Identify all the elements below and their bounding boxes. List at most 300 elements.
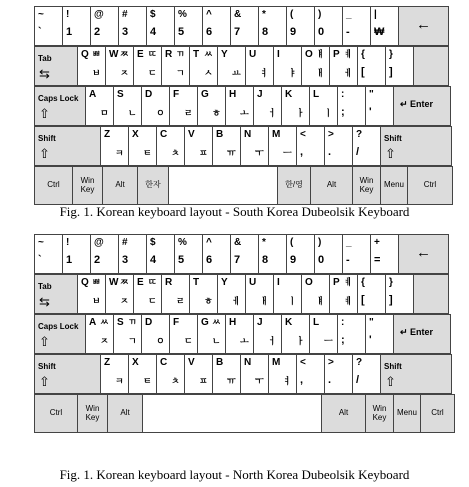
modifier-symbol-icon: ⇧: [39, 334, 50, 349]
key-shift-char: P: [333, 277, 340, 288]
key-shift-char: !: [66, 237, 70, 248]
key: [212, 126, 241, 166]
key: [281, 314, 310, 354]
home-row: [34, 86, 462, 126]
key-hangul-shift: ㅃ: [92, 277, 101, 287]
key-shift-char: @: [94, 9, 104, 20]
key-shift-char: B: [216, 357, 224, 368]
key-shift-char: ": [369, 317, 374, 328]
key-hangul-shift: ㅖ: [344, 49, 353, 59]
key-hangul: ㅁ: [100, 108, 109, 118]
key-hangul: ㅊ: [171, 148, 180, 158]
modifier-key: [77, 394, 108, 433]
key-shift-char: J: [257, 89, 263, 100]
top-letter-row: [34, 274, 462, 314]
modifier-key: [393, 394, 421, 433]
key: [352, 126, 381, 166]
key-shift-char: (: [290, 9, 294, 20]
key: [296, 354, 325, 394]
key-hangul: ㅡ: [283, 148, 292, 158]
key-shift-char: &: [234, 9, 242, 20]
key-base-char: 5: [178, 254, 185, 266]
key-shift-char: W: [109, 277, 119, 288]
key-base-char: 3: [122, 26, 129, 38]
key-shift-char: A: [89, 89, 97, 100]
key-hangul: ㅓ: [268, 108, 277, 118]
key-shift-char: P: [333, 49, 340, 60]
key-shift-char: <: [300, 129, 306, 140]
key-base-char: 9: [290, 26, 297, 38]
key-hangul: ㅇ: [156, 108, 165, 118]
key-hangul: ㅠ: [227, 376, 236, 386]
modifier-label: Ctrl: [431, 408, 444, 417]
key-shift-char: D: [145, 89, 153, 100]
key-shift-char: }: [389, 277, 393, 288]
modifier-label: Caps Lock: [38, 322, 79, 331]
modifier-label: Caps Lock: [38, 94, 79, 103]
key: [161, 274, 190, 314]
key-hangul-shift: ㄲ: [176, 49, 185, 59]
key-base-char: 6: [206, 254, 213, 266]
enter-key: [393, 86, 451, 126]
key-shift-char: X: [132, 357, 139, 368]
modifier-row: [34, 166, 462, 205]
modifier-label: Menu: [396, 408, 417, 417]
key: [281, 86, 310, 126]
key-hangul: ㅜ: [255, 376, 264, 386]
key-hangul: ㅅ: [204, 68, 213, 78]
key: [296, 126, 325, 166]
modifier-key: [365, 394, 394, 433]
key-hangul: ㅒ: [316, 296, 325, 306]
key-hangul: ㅜ: [255, 148, 264, 158]
key: [370, 234, 399, 274]
backspace-key: [398, 6, 449, 46]
modifier-label: Ctrl: [423, 180, 437, 189]
key-shift-char: ^: [206, 9, 212, 20]
key: [156, 354, 185, 394]
key-shift-char: $: [150, 237, 156, 248]
key-base-char: 1: [66, 254, 73, 266]
key-base-char: 7: [234, 26, 241, 38]
key: [225, 86, 254, 126]
key: [212, 354, 241, 394]
key-hangul: ㅗ: [240, 108, 249, 118]
key: [240, 354, 269, 394]
backspace-arrow-icon: ←: [416, 16, 431, 33]
space-bar: [168, 166, 278, 205]
key: [118, 234, 147, 274]
key-shift-char: K: [285, 317, 293, 328]
key-shift-char: G: [201, 317, 209, 328]
space-bar: [142, 394, 322, 433]
key: [146, 234, 175, 274]
key: [105, 46, 134, 86]
key-base-char: =: [374, 254, 381, 266]
key-hangul: ㅐ: [260, 296, 269, 306]
key: [141, 86, 170, 126]
key-base-char: 0: [318, 26, 325, 38]
modifier-label: Alt: [326, 180, 337, 189]
number-row: [34, 6, 462, 46]
key-hangul: ㅈ: [120, 68, 129, 78]
key-hangul: ㅡ: [324, 336, 333, 346]
key: [100, 354, 129, 394]
key: [286, 234, 315, 274]
key-shift-char: ": [369, 89, 374, 100]
key-shift-char: N: [244, 129, 252, 140]
caption-north-korea: Fig. 1. Korean keyboard layout - North Korea Dubeolsik Keyboard: [59, 467, 410, 482]
key: [62, 234, 91, 274]
modifier-label: Ctrl: [47, 180, 60, 189]
key-shift-char: :: [341, 89, 345, 100]
key: [202, 6, 231, 46]
key-shift-char: E: [137, 277, 144, 288]
key: [90, 6, 119, 46]
key-base-char: 8: [262, 26, 269, 38]
key: [337, 86, 366, 126]
backspace-arrow-icon: ←: [416, 244, 431, 261]
key-hangul: ㄴ: [212, 336, 221, 346]
key-shift-char: T: [193, 49, 200, 60]
key-hangul: ㄹ: [176, 296, 185, 306]
key-hangul: ㅂ: [92, 296, 101, 306]
key-hangul: ㅊ: [171, 376, 180, 386]
key-shift-char: Z: [104, 357, 111, 368]
key-hangul: ㅏ: [296, 336, 305, 346]
key: [174, 234, 203, 274]
home-row: [34, 314, 462, 354]
key-shift-char: Q: [81, 49, 89, 60]
key-hangul-shift: ㅖ: [344, 277, 353, 287]
key: [370, 6, 399, 46]
key-base-char: .: [328, 374, 332, 386]
key-base-char: 3: [122, 254, 129, 266]
key: [230, 6, 259, 46]
modifier-label: Alt: [120, 408, 130, 417]
key: [169, 86, 198, 126]
key-shift-char: >: [328, 129, 334, 140]
key: [225, 314, 254, 354]
key: [253, 86, 282, 126]
key: [77, 46, 106, 86]
modifier-key-tab: [34, 46, 78, 86]
key-base-char: ;: [341, 106, 345, 118]
key: [258, 6, 287, 46]
modifier-key-shift: [34, 126, 101, 166]
key-base-char: 4: [150, 26, 157, 38]
key-shift-char: ?: [356, 129, 363, 140]
key-base-char: `: [38, 254, 42, 266]
key-shift-char: R: [165, 49, 173, 60]
key-shift-char: U: [249, 277, 257, 288]
key-shift-char: R: [165, 277, 173, 288]
key-hangul: ㅌ: [143, 376, 152, 386]
key-base-char: /: [356, 146, 360, 158]
key-hangul: ㅖ: [344, 296, 353, 306]
key: [245, 46, 274, 86]
key-shift-char: L: [313, 317, 320, 328]
modifier-key: [34, 394, 78, 433]
bottom-letter-row: [34, 126, 462, 166]
key: [337, 314, 366, 354]
key-shift-char: ): [318, 9, 322, 20]
key-hangul: ㅔ: [232, 296, 241, 306]
key: [324, 354, 353, 394]
key: [301, 274, 330, 314]
key: [217, 46, 246, 86]
key-shift-char: D: [145, 317, 153, 328]
key-hangul: ㅎ: [204, 296, 213, 306]
modifier-key-shift: [380, 126, 452, 166]
key-shift-char: ~: [38, 237, 44, 248]
backspace-key: [398, 234, 449, 274]
key-shift-char: Z: [104, 129, 111, 140]
modifier-key: [407, 166, 453, 205]
key-shift-char: @: [94, 237, 104, 248]
modifier-symbol-icon: ⇧: [39, 146, 50, 161]
key: [342, 6, 371, 46]
key-shift-char: ): [318, 237, 322, 248]
key-hangul: ㄷ: [148, 296, 157, 306]
key-hangul: ㅍ: [199, 148, 208, 158]
key: [268, 126, 297, 166]
key-base-char: [: [361, 66, 365, 78]
number-row: [34, 234, 462, 274]
modifier-key: [137, 166, 169, 205]
enter-key: [393, 314, 451, 354]
key: [146, 6, 175, 46]
key-hangul: ㅔ: [344, 68, 353, 78]
key-base-char: 7: [234, 254, 241, 266]
key: [357, 274, 386, 314]
key-shift-char: O: [305, 49, 313, 60]
key-shift-char: {: [361, 277, 365, 288]
key-base-char: 9: [290, 254, 297, 266]
modifier-key: [380, 166, 408, 205]
key-shift-char: *: [262, 9, 266, 20]
key-shift-char: Y: [221, 277, 228, 288]
key: [202, 234, 231, 274]
modifier-symbol-icon: ⇧: [39, 106, 50, 121]
key-hangul: ㅣ: [288, 296, 297, 306]
enter-label: ↵ Enter: [400, 99, 434, 109]
key: [385, 274, 414, 314]
blank-key: [413, 46, 449, 86]
key: [113, 86, 142, 126]
key-shift-char: S: [117, 317, 124, 328]
key: [34, 234, 63, 274]
modifier-key: [102, 166, 138, 205]
key-base-char: 0: [318, 254, 325, 266]
key-shift-char: H: [229, 317, 237, 328]
modifier-label: Menu: [383, 180, 404, 189]
key: [156, 126, 185, 166]
key-shift-char: $: [150, 9, 156, 20]
key: [309, 86, 338, 126]
key-hangul: ㅗ: [240, 336, 249, 346]
key: [301, 46, 330, 86]
key-shift-char: {: [361, 49, 365, 60]
key-shift-char: B: [216, 129, 224, 140]
key-base-char: 4: [150, 254, 157, 266]
key-shift-char: ?: [356, 357, 363, 368]
key-shift-char: V: [188, 129, 195, 140]
modifier-key: [352, 166, 381, 205]
key-shift-char: _: [346, 237, 352, 248]
modifier-key: [34, 166, 73, 205]
bottom-letter-row: [34, 354, 462, 394]
key: [184, 354, 213, 394]
key: [329, 46, 358, 86]
key-base-char: ,: [300, 374, 304, 386]
key: [113, 314, 142, 354]
modifier-key: [321, 394, 366, 433]
key: [85, 314, 114, 354]
modifier-key: [107, 394, 143, 433]
key-hangul-shift: ㅉ: [120, 277, 129, 287]
key: [245, 274, 274, 314]
key: [34, 6, 63, 46]
key: [309, 314, 338, 354]
key-hangul-shift: ㅆ: [212, 317, 221, 327]
key-shift-char: S: [117, 89, 124, 100]
key-shift-char: V: [188, 357, 195, 368]
key-hangul-shift: ㄸ: [148, 277, 157, 287]
key-shift-char: I: [277, 277, 280, 288]
modifier-row: [34, 394, 462, 433]
key-base-char: ]: [389, 294, 393, 306]
modifier-key: [72, 166, 103, 205]
key-hangul: ㅣ: [324, 108, 333, 118]
modifier-label: Win Key: [85, 404, 100, 422]
key: [273, 274, 302, 314]
modifier-label: Shift: [384, 362, 402, 371]
key-hangul: ㅏ: [296, 108, 305, 118]
key: [85, 86, 114, 126]
key-base-char: -: [346, 254, 350, 266]
caption-south-korea: Fig. 1. Korean keyboard layout - South Korea Dubeolsik Keyboard: [59, 204, 410, 219]
key-shift-char: #: [122, 237, 128, 248]
modifier-key-shift: [34, 354, 101, 394]
modifier-label: Shift: [38, 362, 56, 371]
key-base-char: -: [346, 26, 350, 38]
key-shift-char: O: [305, 277, 313, 288]
key-hangul-shift: ㄸ: [148, 49, 157, 59]
key: [184, 126, 213, 166]
key: [128, 354, 157, 394]
key-hangul-shift: ㅆ: [204, 49, 213, 59]
key-shift-char: C: [160, 357, 168, 368]
key-shift-char: (: [290, 237, 294, 248]
key-shift-char: %: [178, 9, 187, 20]
key-shift-char: ^: [206, 237, 212, 248]
key-hangul-shift: ㄲ: [128, 317, 137, 327]
key-hangul: ㅠ: [227, 148, 236, 158]
key-base-char: /: [356, 374, 360, 386]
key-shift-char: ~: [38, 9, 44, 20]
key-hangul: ㄷ: [184, 336, 193, 346]
modifier-key-caps-lock: [34, 86, 86, 126]
key-base-char: `: [38, 26, 42, 38]
key: [258, 234, 287, 274]
key-base-char: ': [369, 334, 372, 346]
key-hangul-shift: ㅆ: [100, 317, 109, 327]
key-base-char: .: [328, 146, 332, 158]
key: [161, 46, 190, 86]
key: [133, 46, 162, 86]
key-shift-char: +: [374, 237, 380, 248]
modifier-key-caps-lock: [34, 314, 86, 354]
key-hangul-shift: ㅒ: [316, 49, 325, 59]
key-shift-char: H: [229, 89, 237, 100]
key-hangul: ㅑ: [288, 68, 297, 78]
key-hangul: ㄱ: [176, 68, 185, 78]
key-hangul: ㅋ: [115, 148, 124, 158]
modifier-label: Shift: [38, 134, 56, 143]
key-shift-char: Q: [81, 277, 89, 288]
key-base-char: [: [361, 294, 365, 306]
key: [141, 314, 170, 354]
modifier-label: 한자: [145, 180, 161, 189]
key: [273, 46, 302, 86]
key: [62, 6, 91, 46]
modifier-symbol-icon: ⇆: [39, 294, 50, 309]
key-hangul: ㅈ: [120, 296, 129, 306]
modifier-label: Tab: [38, 282, 52, 291]
key: [342, 234, 371, 274]
key-hangul: ㅋ: [115, 376, 124, 386]
blank-key: [413, 274, 449, 314]
key: [169, 314, 198, 354]
key-shift-char: M: [272, 129, 281, 140]
modifier-symbol-icon: ⇧: [385, 146, 396, 161]
key-hangul: ㄱ: [128, 336, 137, 346]
key: [230, 234, 259, 274]
modifier-label: Win Key: [372, 404, 387, 422]
key: [189, 274, 218, 314]
key-shift-char: N: [244, 357, 252, 368]
key-hangul: ㅍ: [199, 376, 208, 386]
key: [268, 354, 297, 394]
key-hangul: ㄹ: [184, 108, 193, 118]
key-hangul: ㅂ: [92, 68, 101, 78]
modifier-key-tab: [34, 274, 78, 314]
modifier-label: Shift: [384, 134, 402, 143]
key-shift-char: E: [137, 49, 144, 60]
key-base-char: 8: [262, 254, 269, 266]
key: [77, 274, 106, 314]
key-base-char: 1: [66, 26, 73, 38]
key-base-char: ₩: [374, 26, 385, 38]
key-shift-char: J: [257, 317, 263, 328]
key-hangul: ㄷ: [148, 68, 157, 78]
key-shift-char: T: [193, 277, 200, 288]
modifier-label: Win Key: [359, 176, 374, 194]
key: [128, 126, 157, 166]
key-base-char: ': [369, 106, 372, 118]
key-hangul: ㅈ: [100, 336, 109, 346]
south-korea-keyboard: [34, 6, 462, 205]
key: [365, 86, 394, 126]
key-hangul: ㅛ: [232, 68, 241, 78]
key-hangul: ㅐ: [316, 68, 325, 78]
key: [133, 274, 162, 314]
key-hangul: ㅕ: [283, 376, 292, 386]
key-shift-char: L: [313, 89, 320, 100]
key-shift-char: C: [160, 129, 168, 140]
key: [174, 6, 203, 46]
